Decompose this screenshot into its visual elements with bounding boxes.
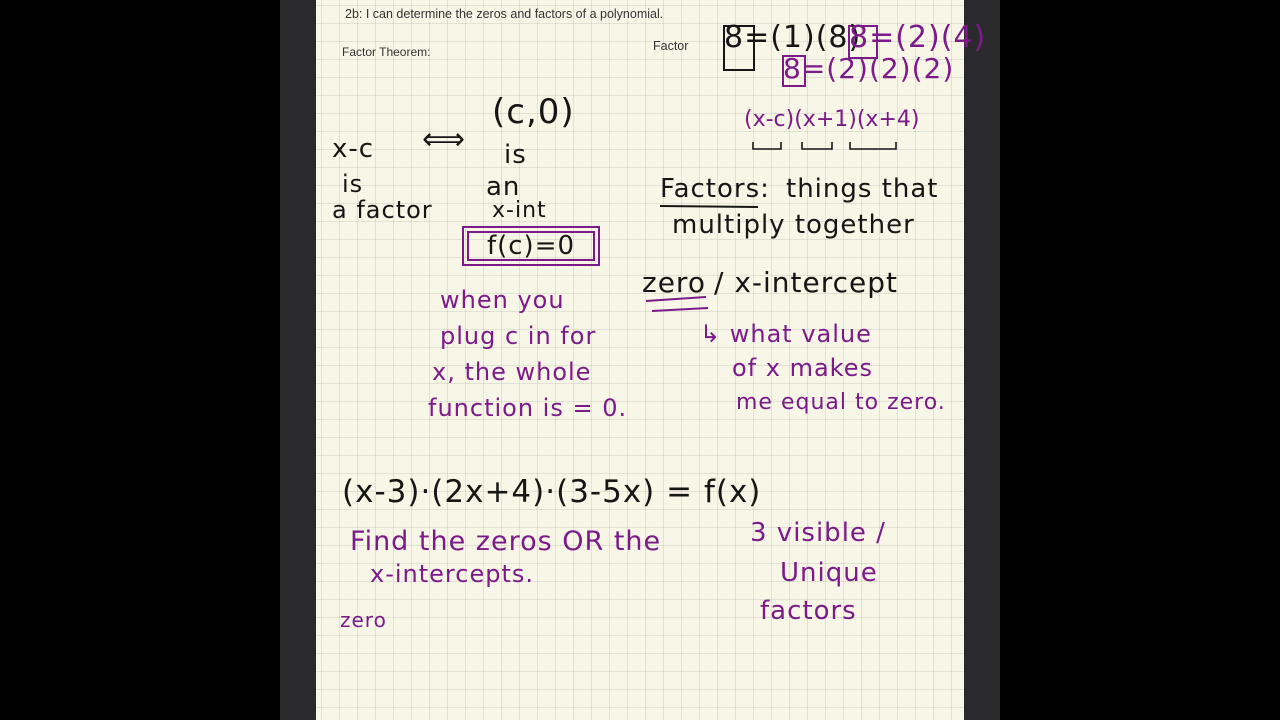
factor-label: Factor [653, 39, 689, 53]
zero-definition-2: of x makes [732, 354, 873, 382]
point-c-zero: (c,0) [492, 92, 575, 132]
factors-definition-1: things that [786, 174, 939, 204]
factor-pair-3: 8=(2)(2)(2) [783, 52, 955, 85]
binomial-factors: (x-c)(x+1)(x+4) [744, 107, 920, 132]
factor-pair-1: 8=(1)(8) [724, 20, 862, 55]
factor-statement-2: is [342, 170, 364, 198]
instruction-line-1: Find the zeros OR the [350, 526, 662, 557]
learning-objective: 2b: I can determine the zeros and factors of a polynomial. [345, 7, 664, 21]
zero-label: zero [340, 608, 387, 632]
factors-term: Factors: [660, 174, 770, 204]
visible-note-1: 3 visible / [750, 518, 886, 548]
explanation-line-3: x, the whole [432, 358, 592, 386]
point-statement-3: x-int [492, 198, 547, 223]
polynomial-expression: (x-3)·(2x+4)·(3-5x) = f(x) [342, 474, 762, 510]
zero-underline-2 [652, 308, 708, 311]
factor-pair-2: 8=(2)(4) [849, 20, 987, 55]
zero-definition-3: me equal to zero. [736, 390, 946, 415]
point-statement-2: an [486, 172, 521, 202]
factors-definition-2: multiply together [672, 210, 915, 240]
instruction-line-2: x-intercepts. [370, 560, 534, 588]
right-frame-bar [964, 0, 1000, 720]
zero-term: zero [642, 266, 706, 299]
visible-note-2: Unique [780, 558, 878, 588]
zero-definition-1: ↳ what value [700, 320, 872, 348]
explanation-line-2: plug c in for [440, 322, 597, 350]
factor-statement-3: a factor [332, 196, 433, 224]
boxed-equation-text: f(c)=0 [486, 231, 576, 261]
bracket-3 [850, 142, 896, 149]
explanation-line-4: function is = 0. [428, 394, 628, 422]
factors-underline [660, 206, 758, 207]
boxed-equation [462, 226, 600, 266]
explanation-line-1: when you [440, 286, 565, 314]
visible-note-3: factors [760, 596, 857, 626]
zero-definition-title: / x-intercept [714, 266, 899, 299]
notebook-page [316, 0, 987, 720]
factor-theorem-label: Factor Theorem: [342, 45, 431, 59]
bracket-1 [753, 142, 781, 149]
left-frame-bar [280, 0, 316, 720]
factor-statement-1: x-c [332, 134, 375, 164]
point-statement-1: is [504, 140, 527, 170]
bracket-2 [802, 142, 832, 149]
iff-arrow: ⟺ [422, 122, 467, 157]
